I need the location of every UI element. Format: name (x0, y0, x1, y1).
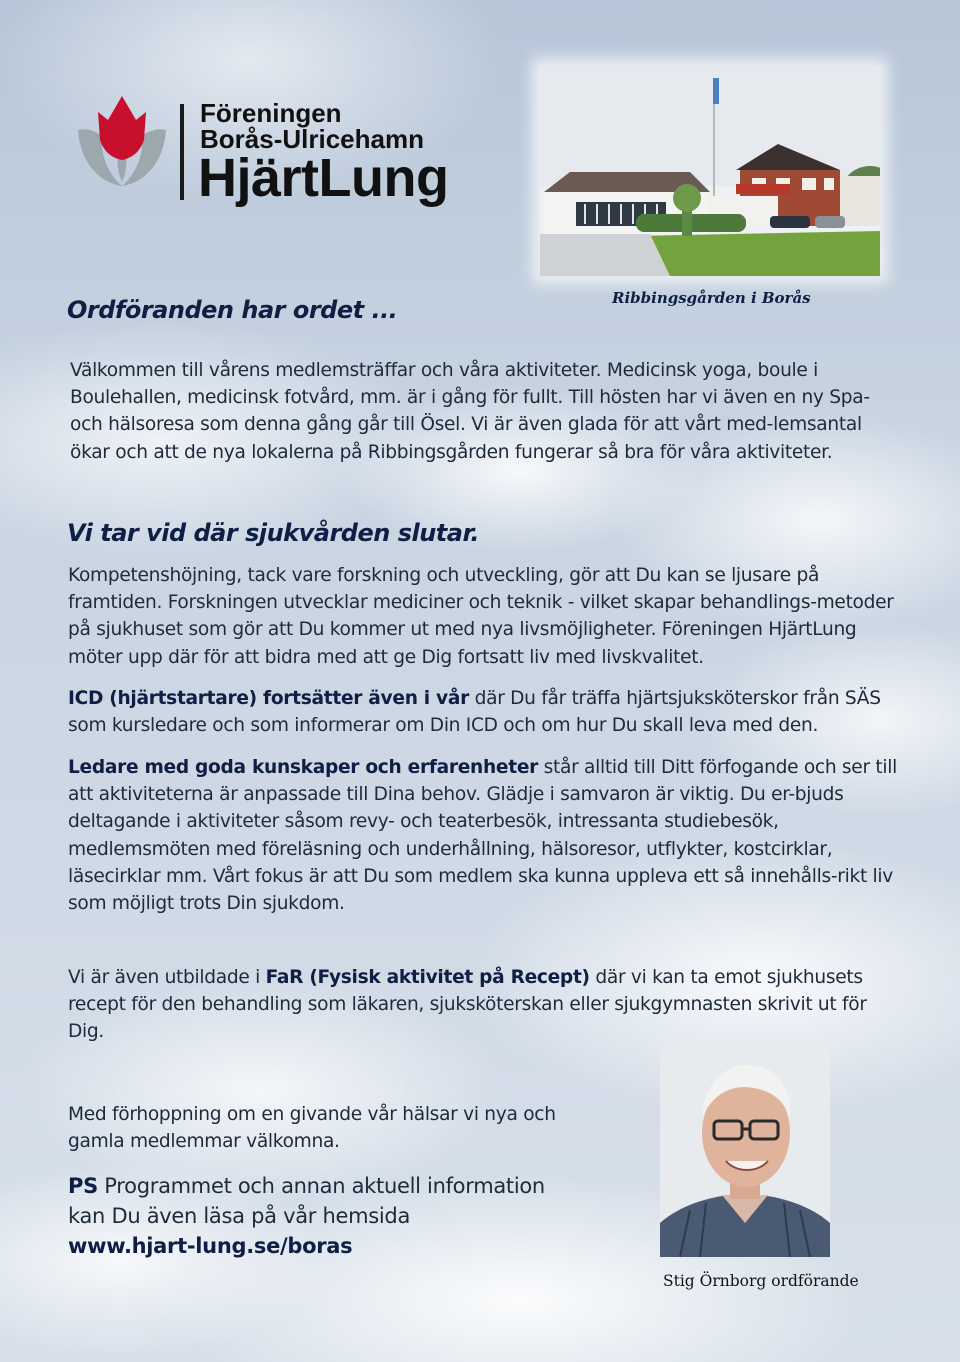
ps-label: PS (68, 1174, 98, 1198)
leaders-text: står alltid till Ditt förfogande och ser till att aktiviteterna är anpassade till Dina behov. Glädje i samvaron är viktig. Du er-bjuds deltagande i aktiviteter såsom revy- och teaterbesök, intressanta studiebesök, medlemsmöten med föreläsning och underhållning, hälsoresor, utflykter, kostcirklar, läsecirklar mm. Vårt fokus är att Du som medlem ska kunna uppleva ett så innehålls-rikt liv som möjligt trots Din sjukdom. (68, 757, 897, 915)
organization-logo (72, 90, 472, 210)
logo-line-2: Borås-Ulricehamn (200, 124, 424, 154)
icd-lead: ICD (hjärtstartare) fortsätter även i vår (68, 688, 469, 709)
building-photo-caption: Ribbingsgården i Borås (612, 289, 811, 307)
portrait-caption: Stig Örnborg ordförande (663, 1272, 859, 1290)
icd-text: där Du får träffa hjärtsjuksköterskor från SÄS som kursledare och som informerar om Din ICD och om hur Du skall leva med den. (68, 688, 881, 737)
far-text: där vi kan ta emot sjukhusets recept för den behandling som läkaren, sjuksköterskan eller sjukgymnasten skrivit ut för Dig. (68, 967, 867, 1043)
far-lead: FaR (Fysisk aktivitet på Recept) (265, 967, 590, 988)
leaders-paragraph (68, 754, 898, 917)
leaders-lead: Ledare med goda kunskaper och erfarenheter (68, 757, 538, 778)
section-subtitle: Vi tar vid där sjukvården slutar. (67, 519, 479, 547)
intro-paragraph: Välkommen till vårens medlemsträffar och våra aktiviteter. Medicinsk yoga, boule i Boulehallen, medicinsk fotvård, mm. är i gång för fullt. Till hösten har vi även en ny Spa- och hälsoresa som denna gång går till Ösel. Vi är även glada för att vårt med-lemsantal ökar och att de nya lokalerna på Ribbingsgården fungerar så bra för våra aktiviteter. (70, 360, 870, 463)
far-pre: Vi är även utbildade i (68, 967, 266, 988)
greeting-paragraph: Med förhoppning om en givande vår hälsar vi nya och gamla medlemmar välkomna. (68, 1104, 556, 1153)
portrait-photo (660, 1045, 830, 1257)
icd-paragraph (68, 685, 898, 739)
logo-line-3: HjärtLung (198, 148, 449, 208)
ps-text: Programmet och annan aktuell information kan Du även läsa på vår hemsida (68, 1174, 545, 1228)
page-title: Ordföranden har ordet ... (67, 296, 398, 324)
tulip-logo-icon (72, 90, 172, 200)
far-paragraph (68, 964, 898, 1046)
logo-divider (180, 104, 184, 200)
logo-line-1: Föreningen (200, 98, 342, 128)
website-link[interactable]: www.hjart-lung.se/boras (68, 1234, 353, 1258)
building-photo (540, 66, 880, 276)
ps-paragraph (68, 1171, 588, 1261)
research-paragraph: Kompetenshöjning, tack vare forskning och utveckling, gör att Du kan se ljusare på framtiden. Forskningen utvecklar mediciner och teknik - vilket skapar behandlings-metoder på sjukhuset som gör att Du kommer ut med nya livsmöjligheter. Föreningen HjärtLung möter upp där för att bidra med att ge Dig fortsatt liv med livskvalitet. (68, 565, 894, 668)
